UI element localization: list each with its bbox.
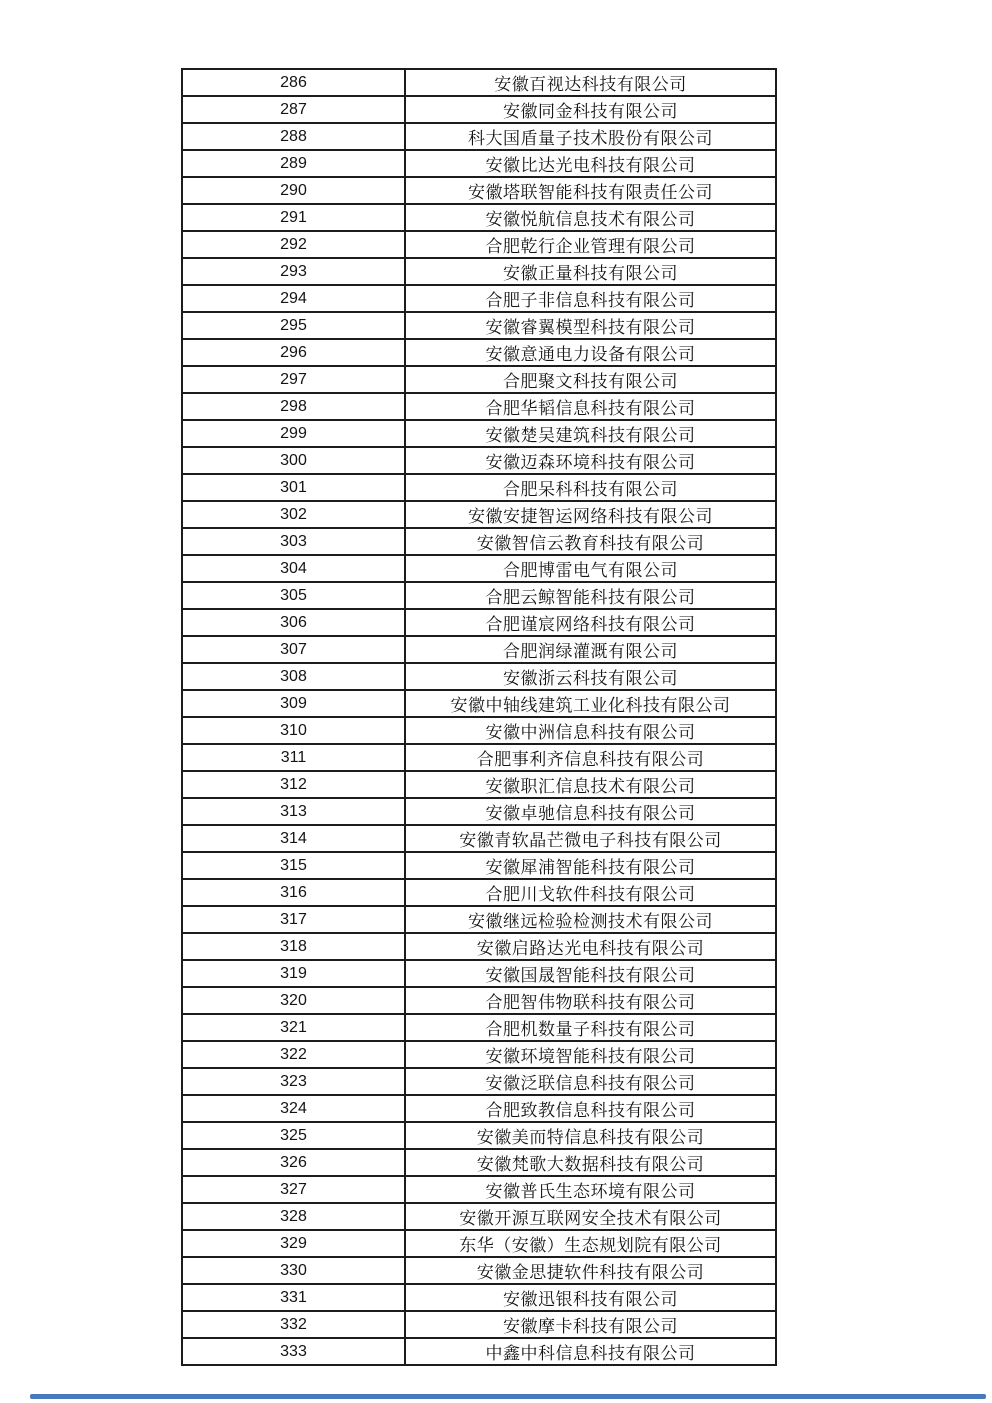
- table-row: [182, 366, 776, 393]
- bottom-blue-line: [30, 1394, 986, 1399]
- table-row: [182, 771, 776, 798]
- table-row: [182, 690, 776, 717]
- table-row: [182, 636, 776, 663]
- company-name-cell: 合肥呆科科技有限公司: [405, 474, 776, 501]
- table-row: [182, 744, 776, 771]
- row-number-cell: 304: [182, 555, 405, 582]
- row-number-cell: 303: [182, 528, 405, 555]
- row-number-cell: 294: [182, 285, 405, 312]
- company-name-cell: 安徽环境智能科技有限公司: [405, 1041, 776, 1068]
- table-row: [182, 1230, 776, 1257]
- row-number-cell: 315: [182, 852, 405, 879]
- table-row: [182, 1257, 776, 1284]
- row-number-cell: 289: [182, 150, 405, 177]
- row-number-cell: 321: [182, 1014, 405, 1041]
- row-number-cell: 329: [182, 1230, 405, 1257]
- company-name-cell: 安徽意通电力设备有限公司: [405, 339, 776, 366]
- company-name-cell: 东华（安徽）生态规划院有限公司: [405, 1230, 776, 1257]
- row-number-cell: 290: [182, 177, 405, 204]
- table-row: [182, 393, 776, 420]
- table-row: [182, 906, 776, 933]
- row-number-cell: 293: [182, 258, 405, 285]
- company-name-cell: 安徽智信云教育科技有限公司: [405, 528, 776, 555]
- table-row: [182, 312, 776, 339]
- table-row: [182, 177, 776, 204]
- row-number-cell: 333: [182, 1338, 405, 1365]
- company-name-cell: 安徽中洲信息科技有限公司: [405, 717, 776, 744]
- company-name-cell: 安徽卓驰信息科技有限公司: [405, 798, 776, 825]
- company-name-cell: 安徽美而特信息科技有限公司: [405, 1122, 776, 1149]
- company-name-cell: 合肥事利齐信息科技有限公司: [405, 744, 776, 771]
- company-name-cell: 安徽比达光电科技有限公司: [405, 150, 776, 177]
- table-row: [182, 933, 776, 960]
- company-name-cell: 安徽浙云科技有限公司: [405, 663, 776, 690]
- table-row: [182, 150, 776, 177]
- company-name-cell: 安徽正量科技有限公司: [405, 258, 776, 285]
- company-name-cell: 安徽迅银科技有限公司: [405, 1284, 776, 1311]
- company-name-cell: 安徽职汇信息技术有限公司: [405, 771, 776, 798]
- table-row: [182, 231, 776, 258]
- table-row: [182, 204, 776, 231]
- company-name-cell: 合肥机数量子科技有限公司: [405, 1014, 776, 1041]
- company-table: [181, 68, 777, 1366]
- row-number-cell: 298: [182, 393, 405, 420]
- row-number-cell: 295: [182, 312, 405, 339]
- company-name-cell: 合肥谨宸网络科技有限公司: [405, 609, 776, 636]
- row-number-cell: 320: [182, 987, 405, 1014]
- row-number-cell: 325: [182, 1122, 405, 1149]
- row-number-cell: 324: [182, 1095, 405, 1122]
- row-number-cell: 302: [182, 501, 405, 528]
- row-number-cell: 317: [182, 906, 405, 933]
- table-row: [182, 1203, 776, 1230]
- table-row: [182, 1041, 776, 1068]
- company-name-cell: 安徽百视达科技有限公司: [405, 69, 776, 96]
- row-number-cell: 330: [182, 1257, 405, 1284]
- table-body: [182, 69, 776, 1365]
- table-row: [182, 285, 776, 312]
- table-row: [182, 852, 776, 879]
- company-name-cell: 安徽启路达光电科技有限公司: [405, 933, 776, 960]
- table-row: [182, 1014, 776, 1041]
- table-row: [182, 96, 776, 123]
- table-row: [182, 825, 776, 852]
- row-number-cell: 307: [182, 636, 405, 663]
- row-number-cell: 299: [182, 420, 405, 447]
- company-name-cell: 安徽安捷智运网络科技有限公司: [405, 501, 776, 528]
- row-number-cell: 311: [182, 744, 405, 771]
- company-name-cell: 中鑫中科信息科技有限公司: [405, 1338, 776, 1365]
- table-row: [182, 69, 776, 96]
- company-table-container: [181, 68, 777, 1366]
- company-name-cell: 安徽迈森环境科技有限公司: [405, 447, 776, 474]
- table-row: [182, 555, 776, 582]
- company-name-cell: 安徽悦航信息技术有限公司: [405, 204, 776, 231]
- table-row: [182, 447, 776, 474]
- company-name-cell: 合肥博雷电气有限公司: [405, 555, 776, 582]
- table-row: [182, 420, 776, 447]
- company-name-cell: 合肥华韬信息科技有限公司: [405, 393, 776, 420]
- company-name-cell: 安徽楚吴建筑科技有限公司: [405, 420, 776, 447]
- company-name-cell: 安徽开源互联网安全技术有限公司: [405, 1203, 776, 1230]
- table-row: [182, 1149, 776, 1176]
- company-name-cell: 合肥聚文科技有限公司: [405, 366, 776, 393]
- table-row: [182, 1095, 776, 1122]
- row-number-cell: 318: [182, 933, 405, 960]
- row-number-cell: 301: [182, 474, 405, 501]
- table-row: [182, 258, 776, 285]
- company-name-cell: 合肥川戈软件科技有限公司: [405, 879, 776, 906]
- row-number-cell: 306: [182, 609, 405, 636]
- table-row: [182, 987, 776, 1014]
- row-number-cell: 310: [182, 717, 405, 744]
- row-number-cell: 331: [182, 1284, 405, 1311]
- table-row: [182, 123, 776, 150]
- company-name-cell: 合肥润绿灌溉有限公司: [405, 636, 776, 663]
- row-number-cell: 314: [182, 825, 405, 852]
- row-number-cell: 316: [182, 879, 405, 906]
- table-row: [182, 474, 776, 501]
- row-number-cell: 328: [182, 1203, 405, 1230]
- table-row: [182, 1338, 776, 1365]
- company-name-cell: 安徽梵歌大数据科技有限公司: [405, 1149, 776, 1176]
- row-number-cell: 291: [182, 204, 405, 231]
- table-row: [182, 501, 776, 528]
- company-name-cell: 安徽普氏生态环境有限公司: [405, 1176, 776, 1203]
- table-row: [182, 1311, 776, 1338]
- company-name-cell: 安徽同金科技有限公司: [405, 96, 776, 123]
- company-name-cell: 安徽摩卡科技有限公司: [405, 1311, 776, 1338]
- company-name-cell: 安徽犀浦智能科技有限公司: [405, 852, 776, 879]
- company-name-cell: 合肥智伟物联科技有限公司: [405, 987, 776, 1014]
- row-number-cell: 326: [182, 1149, 405, 1176]
- table-row: [182, 1068, 776, 1095]
- row-number-cell: 319: [182, 960, 405, 987]
- company-name-cell: 安徽中轴线建筑工业化科技有限公司: [405, 690, 776, 717]
- company-name-cell: 安徽继远检验检测技术有限公司: [405, 906, 776, 933]
- table-row: [182, 879, 776, 906]
- table-row: [182, 582, 776, 609]
- row-number-cell: 287: [182, 96, 405, 123]
- table-row: [182, 609, 776, 636]
- row-number-cell: 300: [182, 447, 405, 474]
- company-name-cell: 合肥致教信息科技有限公司: [405, 1095, 776, 1122]
- table-row: [182, 960, 776, 987]
- company-name-cell: 合肥云鲸智能科技有限公司: [405, 582, 776, 609]
- table-row: [182, 1122, 776, 1149]
- table-row: [182, 717, 776, 744]
- table-row: [182, 1284, 776, 1311]
- row-number-cell: 322: [182, 1041, 405, 1068]
- company-name-cell: 安徽泛联信息科技有限公司: [405, 1068, 776, 1095]
- company-name-cell: 安徽金思捷软件科技有限公司: [405, 1257, 776, 1284]
- company-name-cell: 安徽塔联智能科技有限责任公司: [405, 177, 776, 204]
- row-number-cell: 308: [182, 663, 405, 690]
- row-number-cell: 332: [182, 1311, 405, 1338]
- table-row: [182, 798, 776, 825]
- row-number-cell: 296: [182, 339, 405, 366]
- row-number-cell: 288: [182, 123, 405, 150]
- row-number-cell: 323: [182, 1068, 405, 1095]
- row-number-cell: 297: [182, 366, 405, 393]
- company-name-cell: 合肥子非信息科技有限公司: [405, 285, 776, 312]
- table-row: [182, 663, 776, 690]
- table-row: [182, 528, 776, 555]
- company-name-cell: 安徽睿翼模型科技有限公司: [405, 312, 776, 339]
- company-name-cell: 合肥乾行企业管理有限公司: [405, 231, 776, 258]
- row-number-cell: 292: [182, 231, 405, 258]
- row-number-cell: 309: [182, 690, 405, 717]
- row-number-cell: 286: [182, 69, 405, 96]
- company-name-cell: 安徽青软晶芒微电子科技有限公司: [405, 825, 776, 852]
- row-number-cell: 327: [182, 1176, 405, 1203]
- table-row: [182, 1176, 776, 1203]
- row-number-cell: 313: [182, 798, 405, 825]
- company-name-cell: 科大国盾量子技术股份有限公司: [405, 123, 776, 150]
- row-number-cell: 305: [182, 582, 405, 609]
- company-name-cell: 安徽国晟智能科技有限公司: [405, 960, 776, 987]
- row-number-cell: 312: [182, 771, 405, 798]
- table-row: [182, 339, 776, 366]
